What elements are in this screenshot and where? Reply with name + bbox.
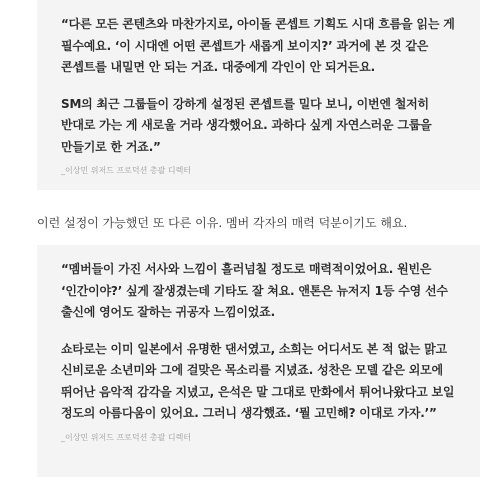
quote-line: 뛰어난 음악적 감각을 지녔고, 은석은 말 그대로 만화에서 튀어나왔다고 보일 xyxy=(61,384,455,399)
quote-block-1 xyxy=(37,0,480,190)
body-paragraph: 이런 설정이 가능했던 또 다른 이유. 멤버 각자의 매력 덕분이기도 해요. xyxy=(37,216,408,230)
quote-line: 정도의 아름다움이 있어요. 그러니 생각했죠. ‘뭘 고민해? 이대로 가자.’” xyxy=(61,406,437,420)
quote-1-paragraph-2 xyxy=(61,94,466,159)
quote-line: 출신에 영어도 잘하는 귀공자 느낌이었죠. xyxy=(61,305,275,319)
quote-1-credit: _이상민 위저드 프로덕션 총괄 디렉터 xyxy=(61,166,192,175)
quote-1-paragraph-1 xyxy=(61,14,466,79)
quote-line: 신비로운 소년미와 그에 걸맞은 목소리를 지녔죠. 성찬은 모델 같은 외모에 xyxy=(61,363,443,377)
quote-line: “다른 모든 콘텐츠와 마찬가지로, 아이돌 콘셉트 기획도 시대 흐름을 읽는 게 xyxy=(61,17,455,31)
quote-line: 콘셉트를 내밀면 안 되는 거죠. 대중에게 각인이 안 되거든요. xyxy=(61,60,375,74)
quote-line: 반대로 가는 게 새로울 거라 생각했어요. 과하다 싶게 자연스러운 그룹을 xyxy=(61,118,432,132)
quote-line: 쇼타로는 이미 일본에서 유명한 댄서였고, 소희는 어디서도 본 적 없는 맑고 xyxy=(61,341,447,356)
quote-2-paragraph-1 xyxy=(61,259,466,324)
quote-line: 필수예요. ‘이 시대엔 어떤 콘셉트가 새롭게 보이지?’ 과거에 본 것 같은 xyxy=(61,38,429,53)
quote-2-paragraph-2 xyxy=(61,339,466,425)
quote-block-2 xyxy=(37,245,480,477)
quote-line: 만들기로 한 거죠.” xyxy=(61,139,161,154)
quote-line: “멤버들이 가진 서사와 느낌이 흘러넘칠 정도로 매력적이었어요. 원빈은 xyxy=(61,262,432,276)
quote-2-credit: _이상민 위저드 프로덕션 총괄 디렉터 xyxy=(61,432,192,442)
quote-line: ‘인간이야?’ 싶게 잘생겼는데 기타도 잘 쳐요. 앤톤은 뉴저지 1등 수영 선수 xyxy=(61,283,448,298)
quote-line: SM의 최근 그룹들이 강하게 설정된 콘셉트를 밀다 보니, 이번엔 철저히 xyxy=(61,96,429,111)
